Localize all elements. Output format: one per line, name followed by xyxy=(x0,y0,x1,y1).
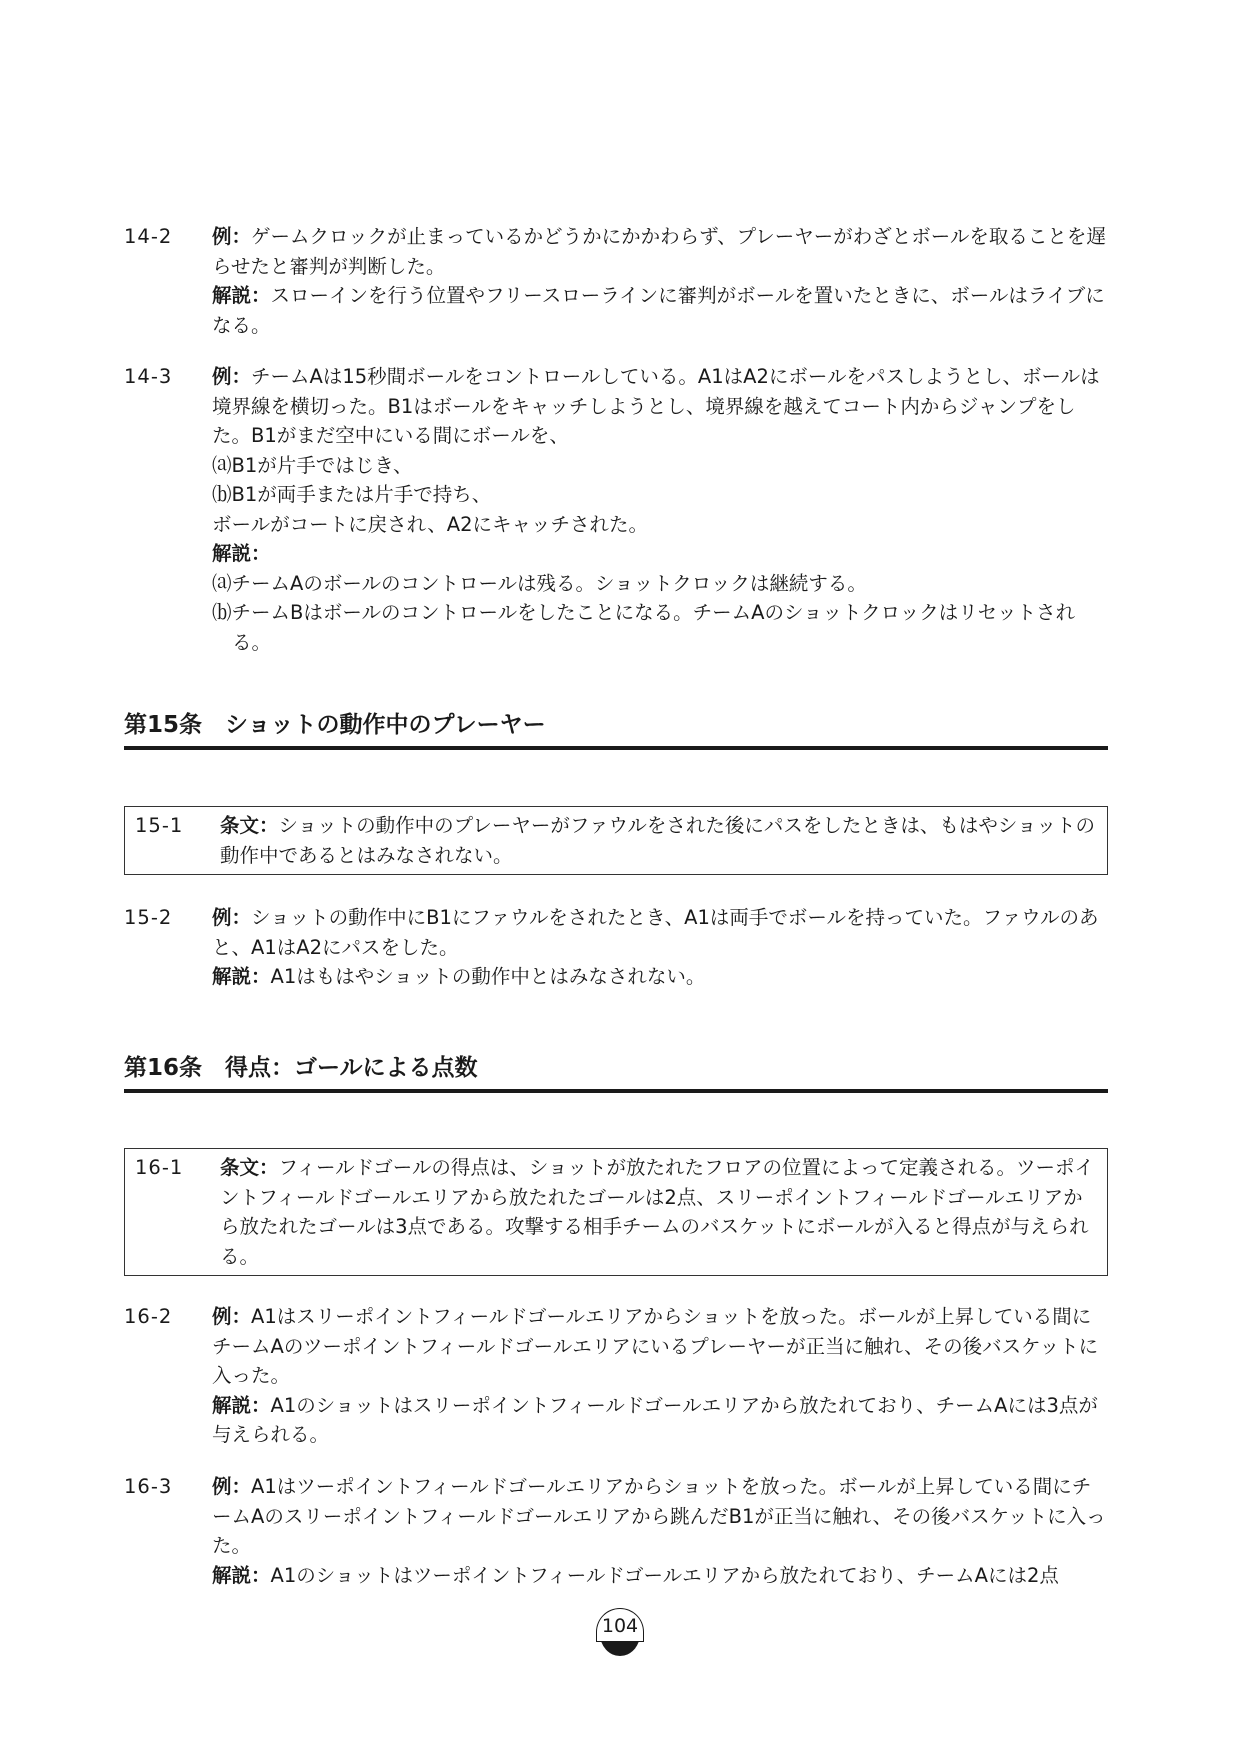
article-label: 条文： xyxy=(220,814,279,837)
rule-number: 14-2 xyxy=(124,225,173,248)
example-paragraph xyxy=(212,1472,1108,1561)
example-paragraph xyxy=(212,362,1108,451)
case-a: ⒜B1が片手ではじき、 xyxy=(212,453,413,477)
section-title: 第15条 ショットの動作中のプレーヤー xyxy=(124,712,546,738)
example-label: 例： xyxy=(212,365,252,388)
section-heading-15 xyxy=(124,706,1108,750)
rule-example-15-2 xyxy=(124,903,1108,992)
example-text: ゲームクロックが止まっているかどうかにかかわらず、プレーヤーがわざとボールを取ることを遅らせたと審判が判断した。 xyxy=(212,225,1106,278)
case-b: ⒝B1が両手または片手で持ち、 xyxy=(212,483,492,506)
example-label: 例： xyxy=(212,225,252,248)
page-number: 104 xyxy=(596,1608,644,1642)
rule-number: 14-3 xyxy=(124,365,173,388)
explanation-label: 解説： xyxy=(212,284,271,307)
rule-number: 16-2 xyxy=(124,1305,173,1328)
explanation-label: 解説： xyxy=(212,1563,271,1587)
example-label: 例： xyxy=(212,906,252,929)
rule-number: 16-1 xyxy=(135,1156,184,1179)
example-text: A1はツーポイントフィールドゴールエリアからショットを放った。ボールが上昇している間にチームAのスリーポイントフィールドゴールエリアから跳んだB1が正当に触れ、その後バスケットに入った。 xyxy=(212,1475,1106,1557)
page-number-badge xyxy=(596,1608,644,1656)
example-end: ボールがコートに戻され、A2にキャッチされた。 xyxy=(212,512,649,536)
rule-example-14-3 xyxy=(124,362,1108,657)
explanation-paragraph xyxy=(212,962,1108,992)
explanation-b: ⒝チームBはボールのコントロールをしたことになる。チームAのショットクロックはリセットされる。 xyxy=(212,601,1076,654)
explanation-paragraph xyxy=(212,1561,1108,1591)
example-paragraph xyxy=(212,1302,1108,1391)
article-label: 条文： xyxy=(220,1156,279,1179)
example-text: A1はスリーポイントフィールドゴールエリアからショットを放った。ボールが上昇している間にチームAのツーポイントフィールドゴールエリアにいるプレーヤーが正当に触れ、その後バスケットに入った。 xyxy=(212,1305,1099,1387)
explanation-text: A1はもはやショットの動作中とはみなされない。 xyxy=(270,965,706,988)
explanation-text: A1のショットはツーポイントフィールドゴールエリアから放たれており、チームAには2点 xyxy=(270,1563,1059,1587)
example-label: 例： xyxy=(212,1305,252,1328)
explanation-paragraph xyxy=(212,1391,1108,1450)
example-text: チームAは15秒間ボールをコントロールしている。A1はA2にボールをパスしようとし、ボールは境界線を横切った。B1はボールをキャッチしようとし、境界線を越えてコート内からジャンプをした。B1がまだ空中にいる間にボールを、 xyxy=(212,365,1100,447)
explanation-label: 解説： xyxy=(212,542,271,565)
rule-example-16-3 xyxy=(124,1472,1108,1590)
explanation-a: ⒜チームAのボールのコントロールは残る。ショットクロックは継続する。 xyxy=(212,571,867,595)
article-text-box-15-1 xyxy=(124,806,1108,875)
rule-number: 15-2 xyxy=(124,906,173,929)
section-title: 第16条 得点：ゴールによる点数 xyxy=(124,1055,478,1081)
rule-example-14-2 xyxy=(124,222,1108,340)
explanation-text: スローインを行う位置やフリースローラインに審判がボールを置いたときに、ボールはライブになる。 xyxy=(212,284,1105,337)
example-paragraph xyxy=(212,903,1108,962)
explanation-label: 解説： xyxy=(212,965,271,988)
rule-number: 16-3 xyxy=(124,1475,173,1498)
rule-example-16-2 xyxy=(124,1302,1108,1450)
article-text: フィールドゴールの得点は、ショットが放たれたフロアの位置によって定義される。ツーポイントフィールドゴールエリアから放たれたゴールは2点、スリーポイントフィールドゴールエリアから放たれたゴールは3点である。攻撃する相手チームのバスケットにボールが入ると得点が与えられる。 xyxy=(220,1156,1095,1268)
section-heading-16 xyxy=(124,1049,1108,1093)
article-text-box-16-1 xyxy=(124,1148,1108,1276)
rule-number: 15-1 xyxy=(135,814,184,837)
example-paragraph xyxy=(212,222,1108,281)
article-text: ショットの動作中のプレーヤーがファウルをされた後にパスをしたときは、もはやショットの動作中であるとはみなされない。 xyxy=(220,814,1095,867)
explanation-label: 解説： xyxy=(212,1393,271,1417)
example-label: 例： xyxy=(212,1475,252,1498)
explanation-text: A1のショットはスリーポイントフィールドゴールエリアから放たれており、チームAには3点が与えられる。 xyxy=(212,1393,1098,1446)
explanation-paragraph xyxy=(212,281,1108,340)
example-text: ショットの動作中にB1にファウルをされたとき、A1は両手でボールを持っていた。ファウルのあと、A1はA2にパスをした。 xyxy=(212,906,1099,959)
